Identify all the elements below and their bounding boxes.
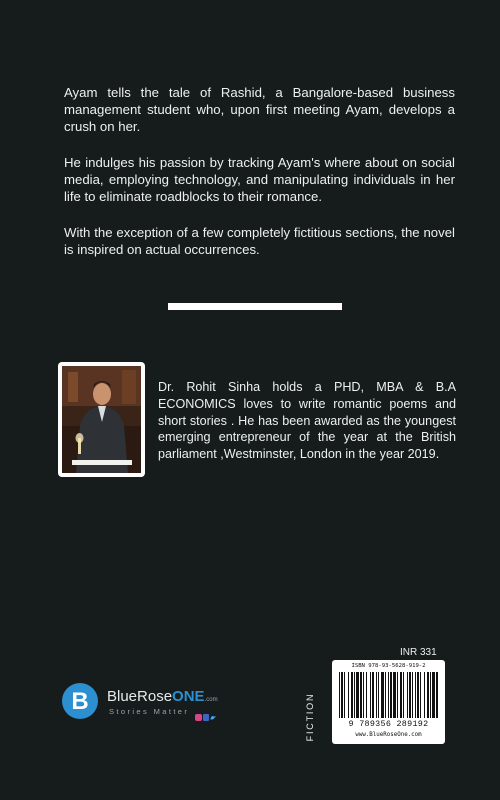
- section-divider: [168, 303, 342, 310]
- publisher-name-accent: ONE: [172, 688, 205, 705]
- logo-letter: B: [71, 688, 89, 715]
- price-label: INR 331: [400, 647, 437, 658]
- barcode-bar: [378, 672, 379, 718]
- barcode-bar: [430, 672, 431, 718]
- barcode-bar: [348, 672, 349, 718]
- author-photo: [58, 362, 145, 477]
- publisher-name: [107, 688, 218, 705]
- social-icons: [195, 713, 217, 723]
- publisher-tagline: Stories Matter: [109, 707, 190, 716]
- barcode-bar: [424, 672, 425, 718]
- barcode-bar: [370, 672, 371, 718]
- barcode-bar: [436, 672, 438, 718]
- blurb-paragraph-1: Ayam tells the tale of Rashid, a Bangalore-based business management student who, upon first meeting Ayam, develops a crush on her.: [64, 85, 455, 134]
- blurb-paragraph-3: With the exception of a few completely fictitious sections, the novel is inspired on actual occurrences.: [64, 225, 455, 257]
- barcode-bar: [390, 672, 392, 718]
- barcode-bar: [420, 672, 421, 718]
- barcode-bar: [360, 672, 362, 718]
- book-blurb: [64, 84, 455, 277]
- barcode-bar: [427, 672, 429, 718]
- publisher-logo: [62, 683, 232, 727]
- barcode-bar: [344, 672, 345, 718]
- isbn-barcode: [332, 660, 445, 744]
- barcode-bar: [400, 672, 402, 718]
- barcode-bar: [363, 672, 364, 718]
- isbn-digits: 9 789356 289192: [348, 719, 429, 729]
- barcode-bar: [366, 672, 367, 718]
- publisher-logo-mark: [62, 683, 98, 719]
- barcode-bar: [403, 672, 404, 718]
- barcode-bar: [407, 672, 408, 718]
- isbn-label: ISBN 978-93-5628-919-2: [351, 663, 426, 669]
- twitter-icon: [210, 716, 216, 720]
- barcode-bar: [341, 672, 343, 718]
- author-portrait-image: [62, 366, 141, 473]
- barcode-bar: [409, 672, 411, 718]
- barcode-bars: [338, 672, 439, 718]
- publisher-website: www.BlueRoseOne.com: [355, 732, 422, 738]
- publisher-name-suffix: .com: [204, 697, 218, 703]
- publisher-name-main: BlueRose: [107, 688, 173, 705]
- instagram-icon: [195, 714, 202, 721]
- barcode-bar: [354, 672, 355, 718]
- barcode-bar: [351, 672, 353, 718]
- barcode-bar: [397, 672, 398, 718]
- author-bio: Dr. Rohit Sinha holds a PHD, MBA & B.A ECONOMICS loves to write romantic poems and short stories . He has been awarded as the youngest emerging entrepreneur of the year at the British parliament ,Westminster, London in the year 2019.: [158, 380, 456, 462]
- barcode-bar: [393, 672, 396, 718]
- barcode-bar: [412, 672, 413, 718]
- barcode-bar: [356, 672, 359, 718]
- blurb-paragraph-2: He indulges his passion by tracking Ayam's where about on social media, employing technology, and manipulating individuals in her life to eliminate roadblocks to their romance.: [64, 155, 455, 204]
- genre-label: FICTION: [305, 692, 315, 742]
- barcode-bar: [339, 672, 340, 718]
- barcode-bar: [432, 672, 435, 718]
- barcode-bar: [372, 672, 374, 718]
- barcode-bar: [376, 672, 377, 718]
- barcode-bar: [381, 672, 384, 718]
- barcode-bar: [415, 672, 416, 718]
- barcode-bar: [385, 672, 386, 718]
- barcode-bar: [417, 672, 419, 718]
- barcode-bar: [388, 672, 389, 718]
- facebook-icon: [203, 714, 209, 721]
